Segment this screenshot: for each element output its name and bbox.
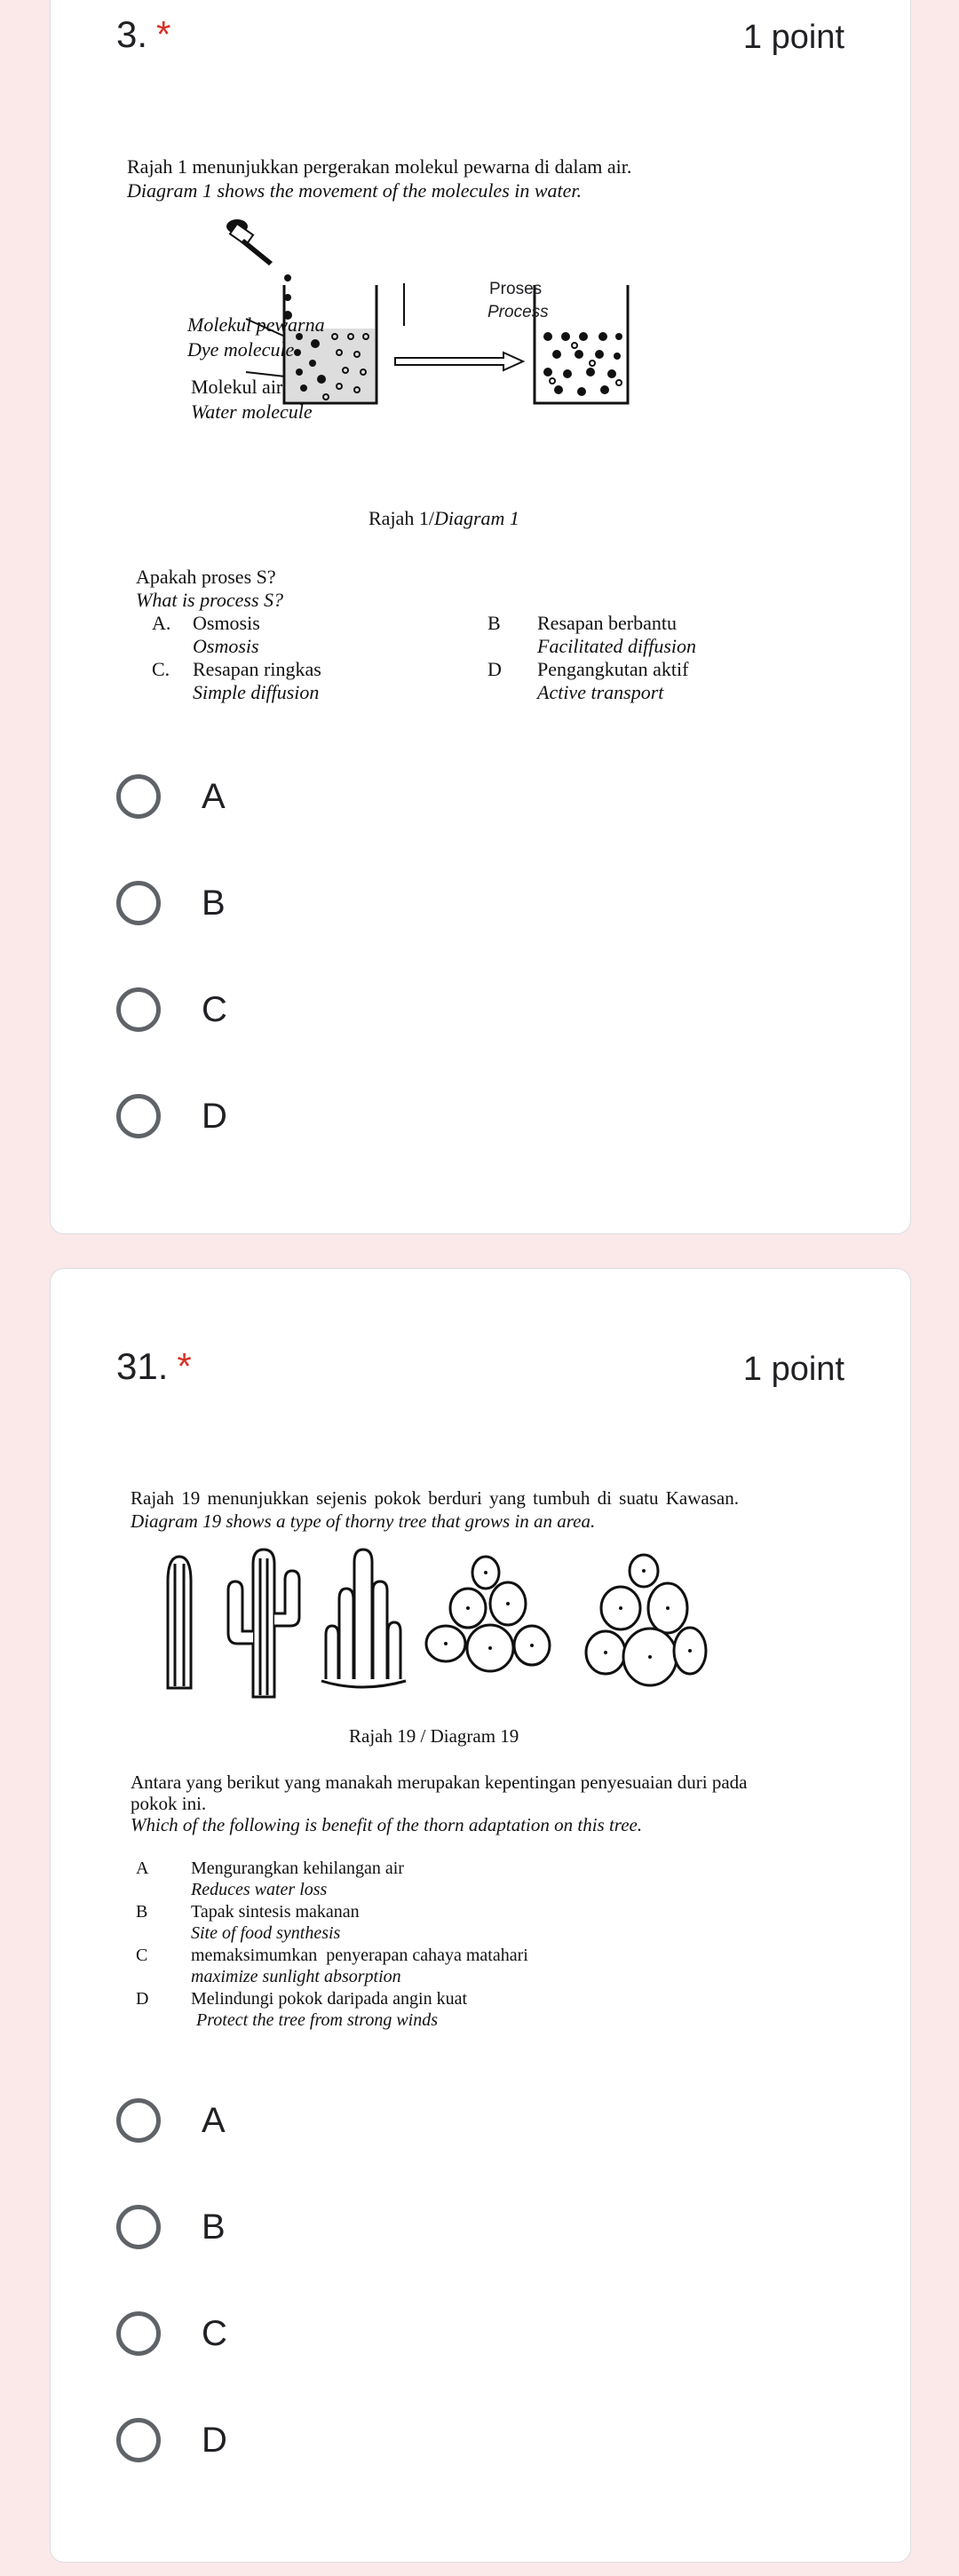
- question-points: 1 point: [742, 19, 844, 56]
- diagram-label-dye-en: Dye molecule: [187, 338, 295, 361]
- choice-letter-d: D: [487, 658, 502, 680]
- option-b[interactable]: [116, 868, 226, 939]
- cactus-illustration: [148, 1546, 717, 1706]
- question-ms: Apakah proses S?: [136, 566, 276, 588]
- dropper-icon: [226, 219, 292, 320]
- choice-c-ms: Resapan ringkas: [193, 658, 321, 680]
- diagram-label-water-en: Water molecule: [191, 400, 313, 423]
- choice-a-ms: Mengurangkan kehilangan air: [191, 1859, 404, 1878]
- choice-b-en: Facilitated diffusion: [537, 635, 697, 657]
- radio-button[interactable]: [116, 1094, 161, 1138]
- stem-line-ms: Rajah 1 menunjukkan pergerakan molekul pewarna di dalam air.: [127, 155, 632, 178]
- choice-a-en: Reduces water loss: [191, 1880, 328, 1899]
- option-label: C: [202, 989, 227, 1029]
- choice-d-en: Protect the tree from strong winds: [196, 2010, 439, 2030]
- choice-a-en: Osmosis: [193, 635, 259, 657]
- option-label: C: [202, 2313, 227, 2353]
- option-label: A: [202, 2100, 226, 2140]
- choice-c-en: maximize sunlight absorption: [191, 1967, 401, 1986]
- option-b[interactable]: [116, 2192, 226, 2263]
- diagram-label-dye-ms: Molekul pewarna: [187, 313, 325, 336]
- choice-letter-c: C: [136, 1946, 148, 1965]
- option-d[interactable]: [116, 1081, 227, 1152]
- stem-line-ms: Rajah 19 menunjukkan sejenis pokok berduri yang tumbuh di suatu Kawasan.: [131, 1487, 739, 1509]
- required-asterisk: *: [156, 13, 171, 55]
- option-label: A: [202, 776, 226, 816]
- choice-letter-c: C.: [152, 658, 170, 680]
- choice-b-en: Site of food synthesis: [191, 1923, 341, 1943]
- choice-a-ms: Osmosis: [193, 612, 260, 634]
- option-label: D: [202, 1096, 227, 1136]
- option-label: B: [202, 2207, 226, 2247]
- diagram-label-process-ms: Proses: [489, 280, 543, 298]
- prickly-pear-cactus-icon: [426, 1557, 550, 1671]
- required-asterisk: *: [177, 1345, 192, 1387]
- radio-button[interactable]: [116, 774, 161, 819]
- question-en: What is process S?: [136, 589, 284, 611]
- columnar-cactus-icon: [168, 1557, 191, 1688]
- question-points: 1 point: [742, 1351, 844, 1388]
- option-a[interactable]: [116, 2085, 226, 2156]
- choice-d-en: Active transport: [537, 681, 664, 703]
- diagram-label-process-en: Process: [487, 303, 549, 321]
- option-d[interactable]: [116, 2405, 227, 2476]
- choice-letter-a: A: [136, 1859, 149, 1878]
- choice-d-ms: Pengangkutan aktif: [537, 658, 689, 680]
- diagram-label-water-ms: Molekul air: [191, 376, 283, 398]
- option-c[interactable]: [116, 2298, 227, 2369]
- option-c[interactable]: [116, 974, 227, 1045]
- cluster-cactus-icon: [321, 1550, 406, 1687]
- choice-b-ms: Tapak sintesis makanan: [191, 1902, 360, 1922]
- choice-d-ms: Melindungi pokok daripada angin kuat: [191, 1989, 468, 2009]
- choice-letter-d: D: [136, 1989, 149, 2009]
- radio-button[interactable]: [116, 2205, 161, 2249]
- option-label: D: [202, 2420, 227, 2460]
- choice-letter-b: B: [136, 1902, 148, 1922]
- radio-button[interactable]: [116, 2311, 161, 2356]
- radio-button[interactable]: [116, 2098, 161, 2143]
- question-ms-line1: Antara yang berikut yang manakah merupakan kepentingan penyesuaian duri pada: [131, 1771, 748, 1793]
- saguaro-cactus-icon: [228, 1550, 299, 1697]
- stem-line-en: Diagram 19 shows a type of thorny tree that grows in an area.: [131, 1510, 596, 1532]
- choice-letter-b: B: [487, 612, 501, 634]
- question-number: 31. *: [116, 1345, 192, 1387]
- option-label: B: [202, 883, 226, 923]
- prickly-pear-cactus-icon: [586, 1555, 706, 1685]
- question-en: Which of the following is benefit of the thorn adaptation on this tree.: [131, 1814, 643, 1835]
- radio-button[interactable]: [116, 881, 161, 925]
- diagram-caption: Rajah 19 / Diagram 19: [349, 1725, 519, 1747]
- radio-button[interactable]: [116, 2418, 161, 2462]
- question-ms-line2: pokok ini.: [131, 1793, 207, 1814]
- choice-c-en: Simple diffusion: [193, 681, 320, 703]
- choice-c-ms: memaksimumkan penyerapan cahaya matahari: [191, 1946, 528, 1965]
- question-number: 3. *: [116, 13, 171, 55]
- diagram-caption: Rajah 1/Diagram 1: [369, 507, 519, 529]
- question-card-3: [50, 0, 911, 1234]
- stem-line-en: Diagram 1 shows the movement of the molecules in water.: [127, 179, 583, 202]
- question-card-31: [50, 1268, 911, 2563]
- choice-letter-a: A.: [152, 612, 171, 634]
- option-a[interactable]: [116, 761, 226, 832]
- choice-b-ms: Resapan berbantu: [537, 612, 677, 634]
- radio-button[interactable]: [116, 987, 161, 1032]
